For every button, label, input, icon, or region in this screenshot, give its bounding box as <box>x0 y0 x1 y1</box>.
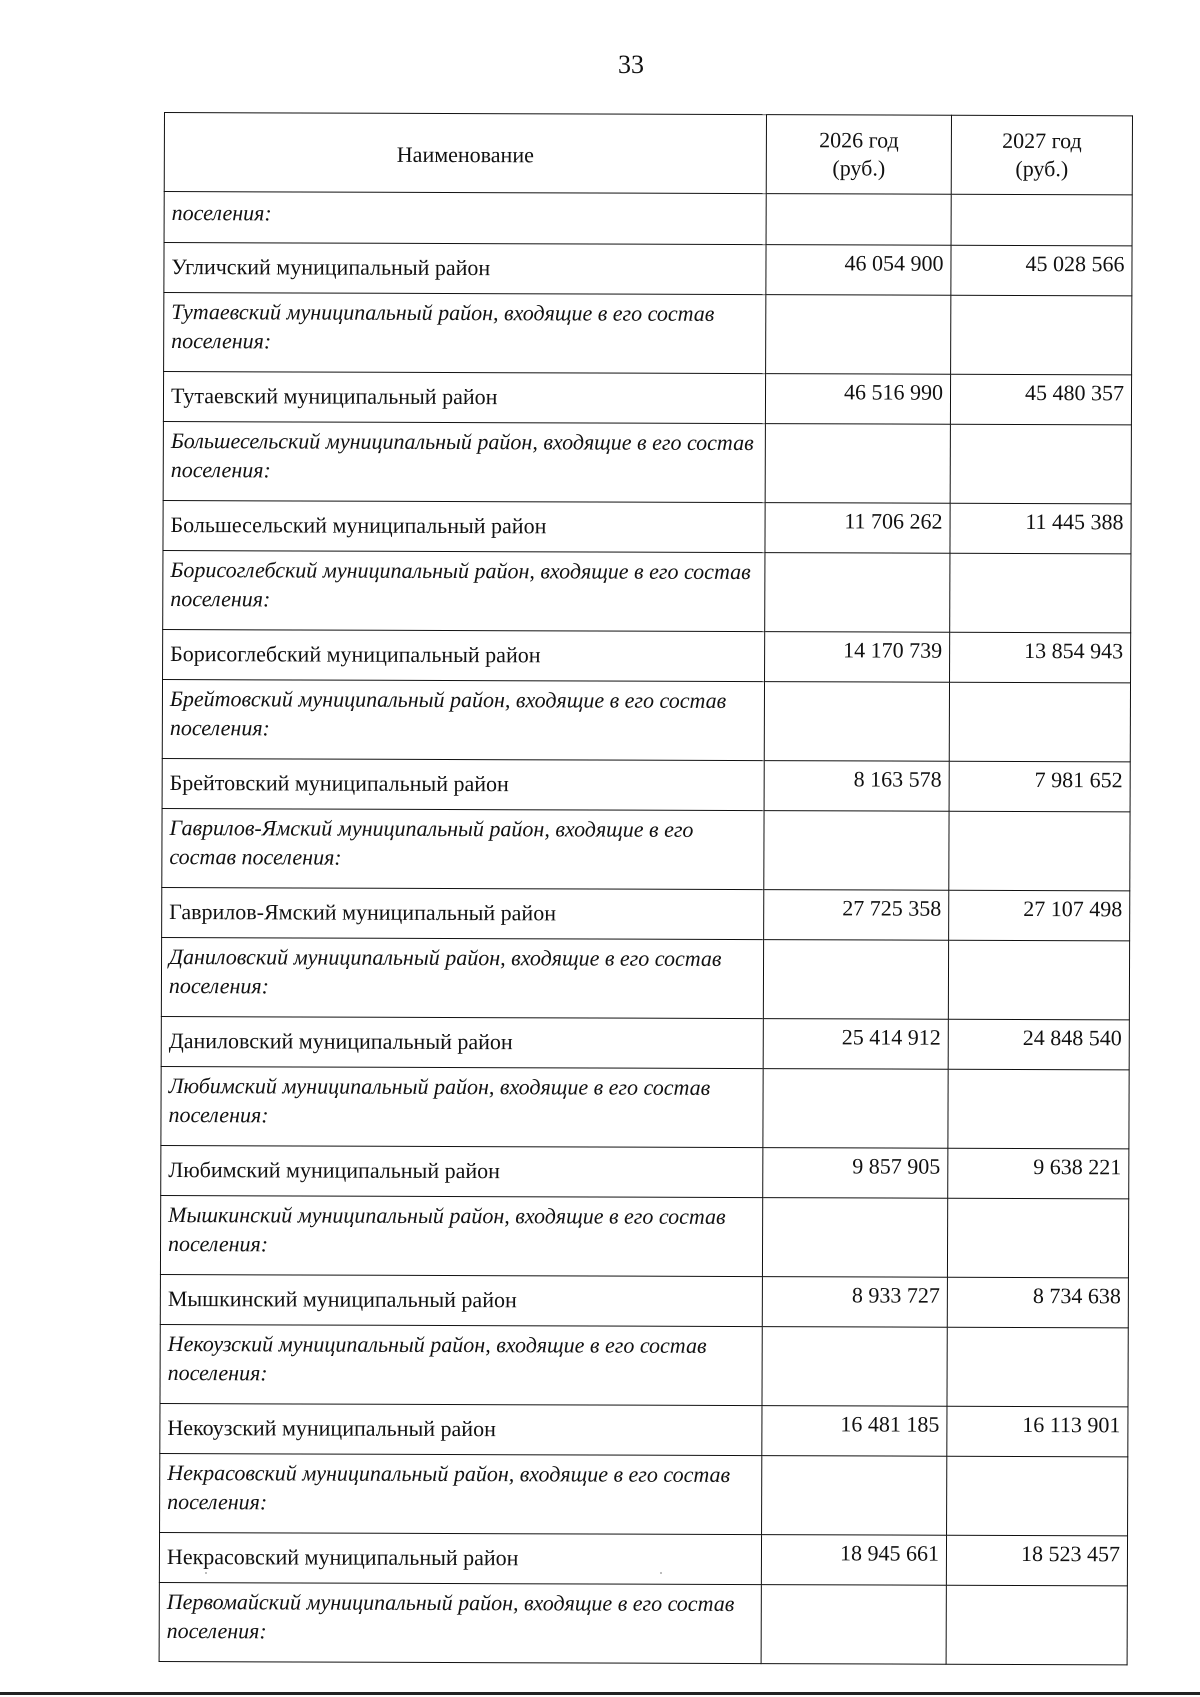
district-name: Даниловский муниципальный район <box>161 1016 763 1068</box>
table-header-row <box>164 113 1132 195</box>
district-row <box>163 500 1131 553</box>
district-row <box>163 372 1131 425</box>
amount-2027: 7 981 652 <box>949 761 1130 812</box>
empty-cell <box>949 811 1130 891</box>
amount-2026: 46 516 990 <box>765 374 950 425</box>
amount-2027: 18 523 457 <box>946 1535 1127 1586</box>
header-year-2027-unit: (руб.) <box>1015 155 1069 182</box>
district-name: Большесельский муниципальный район <box>163 500 765 552</box>
amount-2026: 46 054 900 <box>766 245 951 296</box>
group-row <box>162 808 1130 890</box>
empty-cell <box>765 424 950 504</box>
empty-cell <box>763 1069 948 1149</box>
group-label: Брейтовский муниципальный район, входящие в его состав поселения: <box>162 679 764 760</box>
empty-cell <box>766 194 951 246</box>
amount-2026: 9 857 905 <box>763 1148 948 1199</box>
empty-cell <box>764 811 949 891</box>
page-number: 33 <box>618 50 644 79</box>
group-label: Первомайский муниципальный район, входящие в его состав поселения: <box>159 1582 761 1663</box>
empty-cell <box>949 682 1130 762</box>
header-year-2027 <box>951 115 1132 195</box>
empty-cell <box>764 682 949 762</box>
amount-2027: 16 113 901 <box>947 1406 1128 1457</box>
group-row <box>163 550 1131 632</box>
amount-2027: 11 445 388 <box>950 503 1131 554</box>
district-row <box>161 1016 1129 1069</box>
empty-cell <box>761 1585 946 1665</box>
amount-2026: 11 706 262 <box>765 503 950 554</box>
group-row <box>164 192 1132 246</box>
header-year-2026-unit: (руб.) <box>832 155 886 181</box>
header-year-2026 <box>766 115 951 195</box>
district-name: Любимский муниципальный район <box>161 1145 763 1197</box>
amount-2026: 8 163 578 <box>764 761 949 812</box>
empty-cell <box>766 295 951 375</box>
district-row <box>162 887 1130 940</box>
district-name: Угличский муниципальный район <box>164 243 766 295</box>
group-row <box>164 293 1132 375</box>
district-row <box>161 1145 1129 1198</box>
amount-2026: 27 725 358 <box>764 890 949 941</box>
district-name: Борисоглебский муниципальный район <box>163 629 765 681</box>
district-row <box>163 629 1131 682</box>
district-row <box>164 243 1132 296</box>
group-row <box>163 421 1131 503</box>
group-row <box>162 679 1130 761</box>
empty-cell <box>763 940 948 1020</box>
group-label: Гаврилов-Ямский муниципальный район, входящие в его состав поселения: <box>162 808 764 889</box>
header-year-2027-label: 2027 год <box>1002 127 1082 154</box>
scan-speck <box>660 1572 662 1574</box>
empty-cell <box>948 940 1129 1020</box>
amount-2026: 14 170 739 <box>765 632 950 683</box>
group-row <box>160 1195 1128 1277</box>
district-name: Гаврилов-Ямский муниципальный район <box>162 887 764 939</box>
group-label: Борисоглебский муниципальный район, входящие в его состав поселения: <box>163 550 765 631</box>
empty-cell <box>951 295 1132 375</box>
group-row <box>160 1324 1128 1406</box>
group-label: Любимский муниципальный район, входящие в его состав поселения: <box>161 1066 763 1147</box>
header-year-2026-label: 2026 год <box>819 127 899 153</box>
district-name: Тутаевский муниципальный район <box>163 372 765 424</box>
empty-cell <box>947 1327 1128 1407</box>
amount-2027: 8 734 638 <box>947 1277 1128 1328</box>
group-label: Мышкинский муниципальный район, входящие в его состав поселения: <box>160 1195 762 1276</box>
amount-2027: 13 854 943 <box>950 632 1131 683</box>
district-name: Мышкинский муниципальный район <box>160 1274 762 1326</box>
empty-cell <box>948 1069 1129 1149</box>
empty-cell <box>762 1456 947 1536</box>
district-name: Брейтовский муниципальный район <box>162 758 764 810</box>
group-row <box>161 1066 1129 1148</box>
empty-cell <box>765 553 950 633</box>
group-row <box>159 1582 1127 1664</box>
amount-2027: 24 848 540 <box>948 1019 1129 1070</box>
district-name: Некрасовский муниципальный район <box>159 1532 761 1584</box>
amount-2026: 25 414 912 <box>763 1019 948 1070</box>
group-row <box>160 1453 1128 1535</box>
empty-cell <box>950 553 1131 633</box>
empty-cell <box>946 1585 1127 1665</box>
district-name: Некоузский муниципальный район <box>160 1403 762 1455</box>
page-bottom-rule <box>0 1692 1200 1695</box>
budget-table <box>159 112 1133 1665</box>
empty-cell <box>950 424 1131 504</box>
amount-2026: 8 933 727 <box>762 1277 947 1328</box>
amount-2027: 45 480 357 <box>950 374 1131 425</box>
amount-2027: 45 028 566 <box>951 245 1132 296</box>
amount-2026: 18 945 661 <box>761 1535 946 1586</box>
amount-2026: 16 481 185 <box>762 1406 947 1457</box>
header-name: Наименование <box>164 113 766 194</box>
group-label: Большесельский муниципальный район, входящие в его состав поселения: <box>163 421 765 502</box>
group-label: поселения: <box>164 192 766 245</box>
empty-cell <box>947 1198 1128 1278</box>
district-row <box>162 758 1130 811</box>
amount-2027: 9 638 221 <box>948 1148 1129 1199</box>
district-row <box>160 1274 1128 1327</box>
group-label: Тутаевский муниципальный район, входящие в его состав поселения: <box>164 293 766 374</box>
empty-cell <box>951 194 1132 246</box>
group-row <box>161 937 1129 1019</box>
district-row <box>159 1532 1127 1585</box>
district-row <box>160 1403 1128 1456</box>
empty-cell <box>762 1327 947 1407</box>
scan-speck <box>205 1572 207 1574</box>
group-label: Даниловский муниципальный район, входящие в его состав поселения: <box>161 937 763 1018</box>
amount-2027: 27 107 498 <box>949 890 1130 941</box>
group-label: Некрасовский муниципальный район, входящие в его состав поселения: <box>160 1453 762 1534</box>
table-body <box>159 192 1132 1665</box>
group-label: Некоузский муниципальный район, входящие в его состав поселения: <box>160 1324 762 1405</box>
empty-cell <box>762 1198 947 1278</box>
empty-cell <box>947 1456 1128 1536</box>
